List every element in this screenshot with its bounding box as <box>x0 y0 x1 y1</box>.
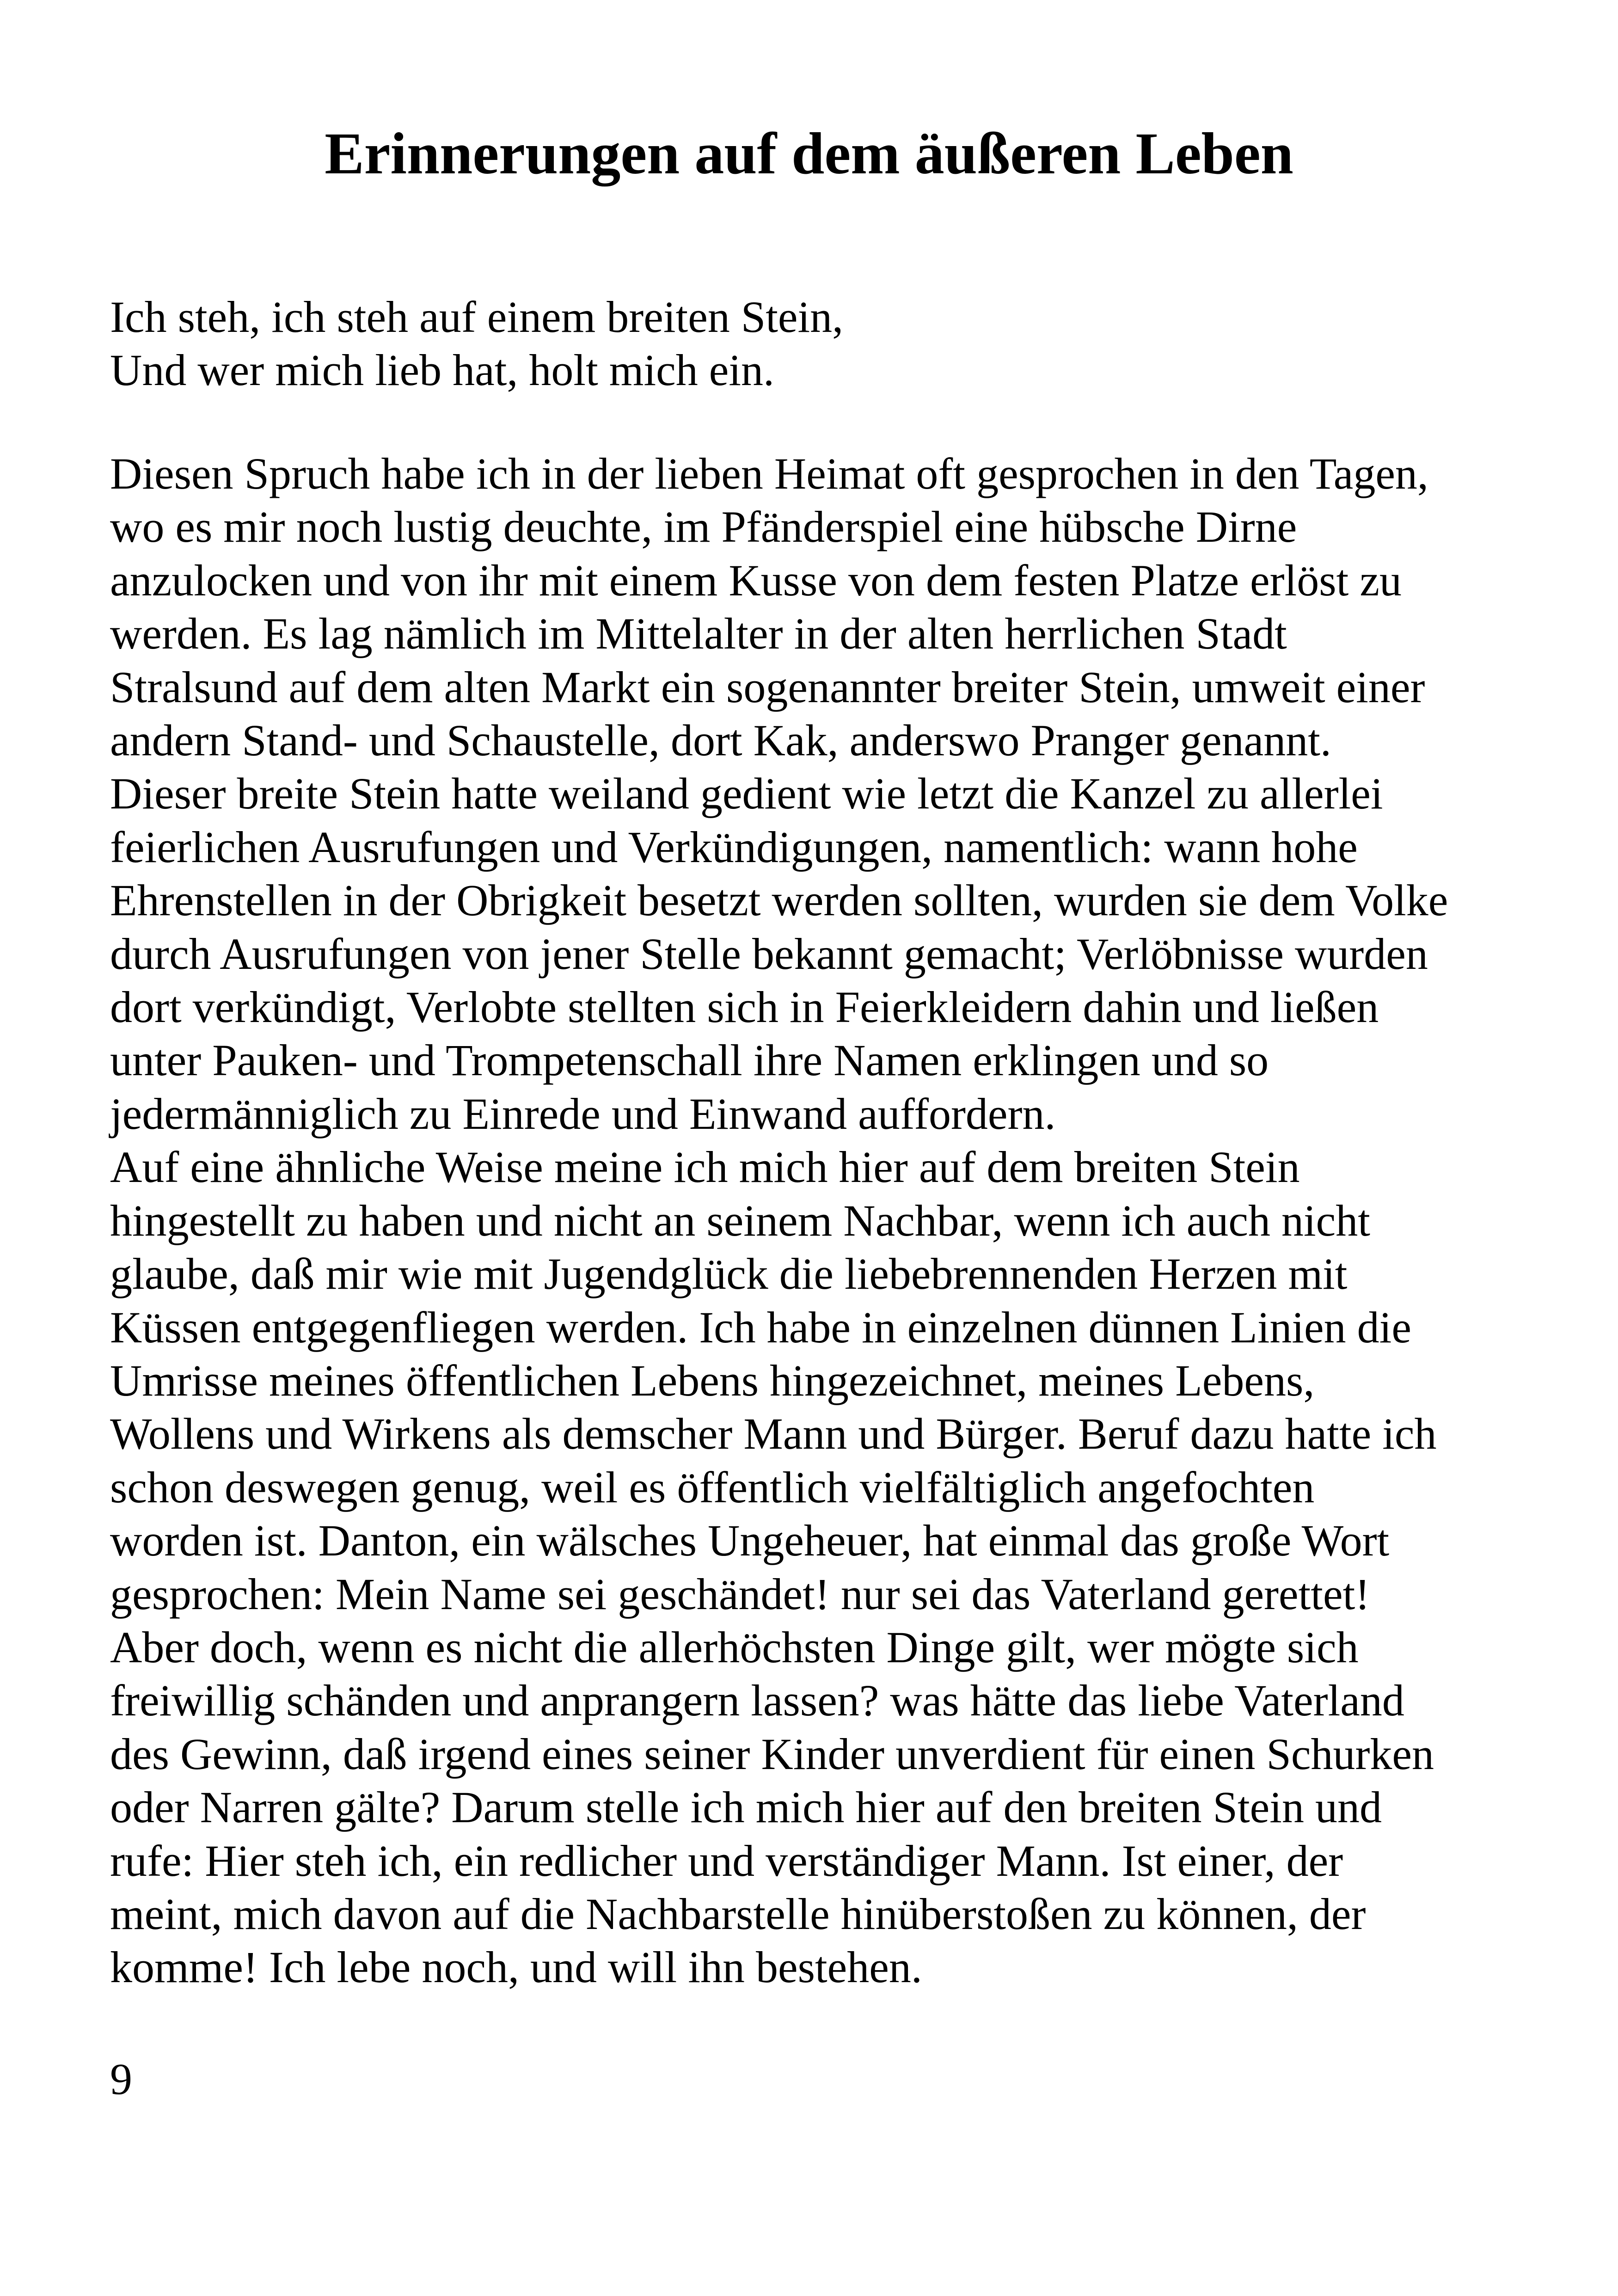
body-line: wo es mir noch lustig deuchte, im Pfänderspiel eine hübsche Dirne <box>110 502 1297 552</box>
body-line: Diesen Spruch habe ich in der lieben Heimat oft gesprochen in den Tagen, <box>110 449 1428 498</box>
body-line: Wollens und Wirkens als demscher Mann und Bürger. Beruf dazu hatte ich <box>110 1409 1437 1459</box>
body-line: oder Narren gälte? Darum stelle ich mich hier auf den breiten Stein und <box>110 1782 1382 1832</box>
body-line: werden. Es lag nämlich im Mittelalter in der alten herrlichen Stadt <box>110 609 1287 659</box>
body-line: Auf eine ähnliche Weise meine ich mich hier auf dem breiten Stein <box>110 1142 1300 1192</box>
body-line: schon deswegen genug, weil es öffentlich vielfältiglich angefochten <box>110 1462 1315 1512</box>
motto-line: Ich steh, ich steh auf einem breiten Stein, <box>110 292 844 342</box>
body-line: komme! Ich lebe noch, und will ihn bestehen. <box>110 1942 922 1992</box>
body-line: dort verkündigt, Verlobte stellten sich in Feierkleidern dahin und ließen <box>110 982 1379 1032</box>
body-line: feierlichen Ausrufungen und Verkündigungen, namentlich: wann hohe <box>110 822 1358 872</box>
body-line: des Gewinn, daß irgend eines seiner Kinder unverdient für einen Schurken <box>110 1729 1434 1779</box>
body-line: anzulocken und von ihr mit einem Kusse von dem festen Platze erlöst zu <box>110 555 1402 605</box>
body-line: Stralsund auf dem alten Markt ein sogenannter breiter Stein, umweit einer <box>110 662 1425 712</box>
body-line: meint, mich davon auf die Nachbarstelle hinüberstoßen zu können, der <box>110 1889 1366 1939</box>
body-line: gesprochen: Mein Name sei geschändet! nur sei das Vaterland gerettet! <box>110 1569 1370 1619</box>
body-line: worden ist. Danton, ein wälsches Ungeheuer, hat einmal das große Wort <box>110 1516 1390 1566</box>
motto-line: Und wer mich lieb hat, holt mich ein. <box>110 345 774 395</box>
body-line: Umrisse meines öffentlichen Lebens hingezeichnet, meines Lebens, <box>110 1355 1315 1405</box>
body-line: unter Pauken- und Trompetenschall ihre Namen erklingen und so <box>110 1035 1269 1085</box>
body-line: Aber doch, wenn es nicht die allerhöchsten Dinge gilt, wer mögte sich <box>110 1622 1359 1672</box>
body-line: rufe: Hier steh ich, ein redlicher und verständiger Mann. Ist einer, der <box>110 1836 1343 1886</box>
body-line: glaube, daß mir wie mit Jugendglück die liebebrennenden Herzen mit <box>110 1249 1348 1299</box>
page-title: Erinnerungen auf dem äußeren Leben <box>325 121 1293 186</box>
body-line: andern Stand- und Schaustelle, dort Kak, anderswo Pranger genannt. <box>110 716 1331 765</box>
page-number: 9 <box>110 2054 132 2104</box>
body-line: Dieser breite Stein hatte weiland gedient wie letzt die Kanzel zu allerlei <box>110 769 1383 819</box>
body-line: hingestellt zu haben und nicht an seinem Nachbar, wenn ich auch nicht <box>110 1195 1370 1245</box>
body-line: jedermänniglich zu Einrede und Einwand auffordern. <box>110 1089 1056 1139</box>
motto <box>110 290 1543 397</box>
body-line: durch Ausrufungen von jener Stelle bekannt gemacht; Verlöbnisse wurden <box>110 929 1428 979</box>
body-line: Küssen entgegenfliegen werden. Ich habe in einzelnen dünnen Linien die <box>110 1302 1411 1352</box>
body-line: freiwillig schänden und anprangern lassen? was hätte das liebe Vaterland <box>110 1676 1404 1726</box>
body-line: Ehrenstellen in der Obrigkeit besetzt werden sollten, wurden sie dem Volke <box>110 876 1448 925</box>
body-paragraphs <box>110 447 1543 1994</box>
